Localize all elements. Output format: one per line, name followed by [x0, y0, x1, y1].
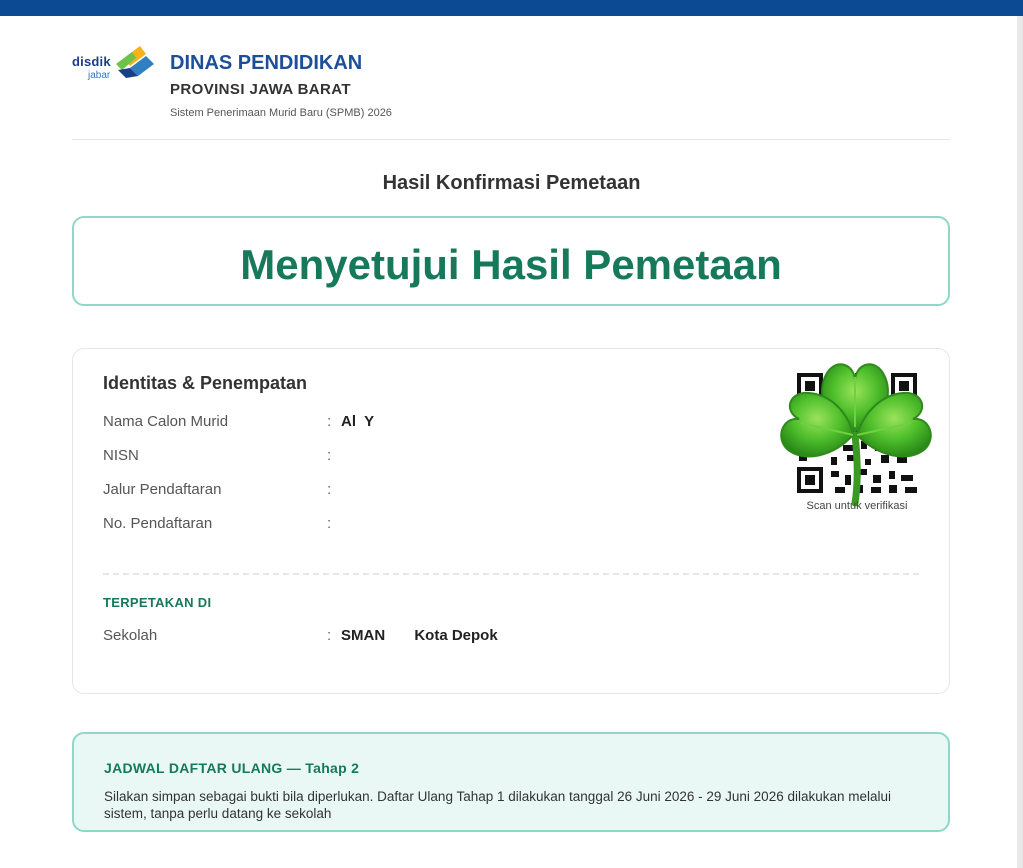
row-separator: : [327, 627, 332, 644]
row-separator: : [327, 515, 332, 532]
qr-caption: Scan untuk verifikasi [806, 500, 908, 512]
row-value: SMAN Kota Depok [341, 627, 498, 644]
row-value: Al Y [341, 413, 375, 430]
row-label: Sekolah [103, 627, 158, 644]
system-caption: Sistem Penerimaan Murid Baru (SPMB) 2026 [170, 107, 392, 119]
disdik-logo [72, 40, 162, 90]
schedule-text: Silakan simpan sebagai bukti bila diperlukan. Daftar Ulang Tahap 1 dilakukan tanggal 26 Juni 2026 - 29 Juni 2026 dilakukan melalui sistem, tanpa perlu datang ke sekolah [104, 789, 892, 821]
document-title: Hasil Konfirmasi Pemetaan [382, 172, 641, 194]
row-label: NISN [103, 447, 139, 464]
schedule-box [72, 732, 950, 832]
book-logo-icon [112, 40, 156, 80]
document-header [72, 40, 950, 140]
status-text: Menyetujui Hasil Pemetaan [240, 241, 782, 288]
scroll-edge [1017, 16, 1023, 868]
row-separator: : [327, 413, 332, 430]
logo-text: disdik [72, 54, 111, 69]
identity-row-jalur [103, 481, 743, 503]
identity-title: Identitas & Penempatan [103, 373, 308, 393]
top-bar [0, 0, 1023, 16]
identity-row-name [103, 413, 743, 435]
row-separator: : [327, 481, 332, 498]
org-title: DINAS PENDIDIKAN [170, 52, 363, 74]
row-separator: : [327, 447, 332, 464]
identity-row-registration [103, 515, 743, 537]
clover-sticker-icon [775, 353, 937, 513]
placement-row-school [103, 627, 743, 649]
dashed-divider [103, 573, 919, 575]
placement-label: TERPETAKAN DI [103, 595, 212, 610]
status-banner [72, 216, 950, 306]
row-label: Nama Calon Murid [103, 413, 229, 430]
identity-card [72, 348, 950, 694]
org-subtitle: PROVINSI JAWA BARAT [170, 81, 351, 98]
row-label: Jalur Pendaftaran [103, 481, 222, 498]
schedule-title: JADWAL DAFTAR ULANG — Tahap 2 [104, 760, 360, 776]
logo-subtext: jabar [88, 70, 111, 81]
identity-row-nisn [103, 447, 743, 469]
row-label: No. Pendaftaran [103, 515, 213, 532]
